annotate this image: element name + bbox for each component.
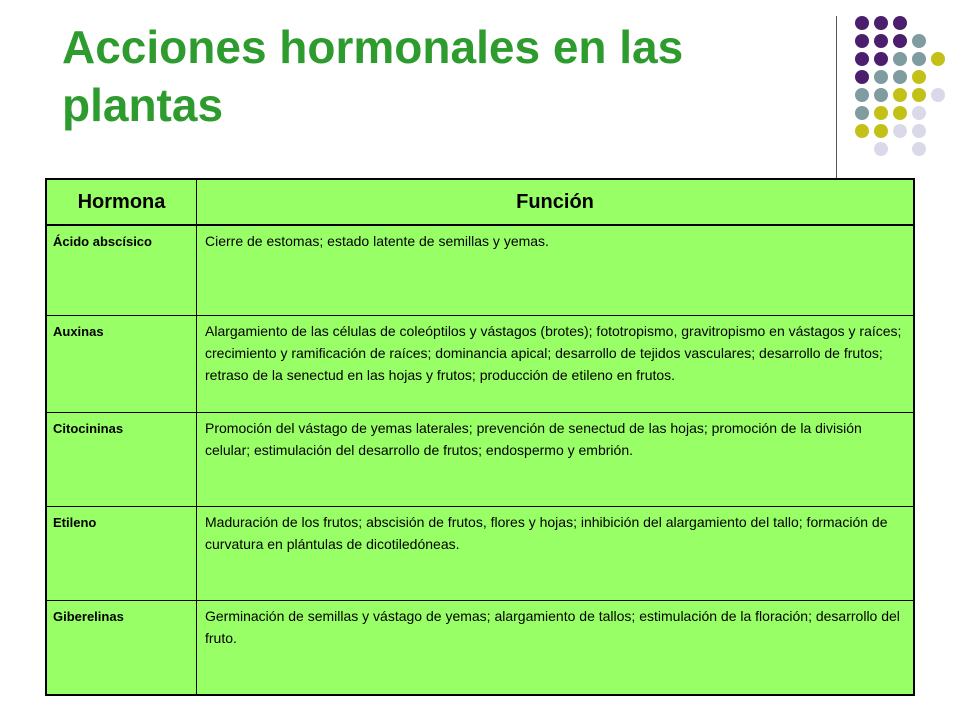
vertical-divider-line	[836, 16, 837, 178]
table-row	[46, 315, 914, 412]
decorative-dot	[893, 106, 907, 120]
decorative-dot	[912, 70, 926, 84]
decorative-dot	[855, 52, 869, 66]
hormone-actions-table	[45, 178, 915, 696]
decorative-dot	[912, 52, 926, 66]
decorative-dot	[931, 88, 945, 102]
decorative-dot	[855, 16, 869, 30]
decorative-dot	[893, 70, 907, 84]
decorative-dot	[893, 34, 907, 48]
decorative-dot	[912, 124, 926, 138]
decorative-dot	[874, 70, 888, 84]
table-row	[46, 600, 914, 695]
column-header-function: Función	[197, 179, 915, 225]
decorative-dot	[874, 16, 888, 30]
slide-title: Acciones hormonales en las plantas	[62, 21, 684, 131]
hormone-name-cell: Giberelinas	[46, 600, 197, 695]
decorative-dot	[874, 34, 888, 48]
decorative-dot	[874, 52, 888, 66]
hormone-function-cell: Germinación de semillas y vástago de yemas; alargamiento de tallos; estimulación de la floración; desarrollo del fruto.	[197, 600, 915, 695]
decorative-dot	[893, 88, 907, 102]
table-row	[46, 225, 914, 315]
decorative-dot	[893, 52, 907, 66]
decorative-dot	[874, 106, 888, 120]
table-header-row	[46, 179, 914, 225]
table-row	[46, 412, 914, 506]
hormone-function-cell: Cierre de estomas; estado latente de semillas y yemas.	[197, 225, 915, 315]
decorative-dot	[874, 142, 888, 156]
decorative-dot	[874, 88, 888, 102]
table-row	[46, 506, 914, 600]
decorative-dot	[893, 16, 907, 30]
decorative-dot	[931, 52, 945, 66]
column-header-hormone: Hormona	[46, 179, 197, 225]
hormone-function-cell: Maduración de los frutos; abscisión de frutos, flores y hojas; inhibición del alargamiento del tallo; formación de curvatura en plántulas de dicotiledóneas.	[197, 506, 915, 600]
hormone-function-cell: Alargamiento de las células de coleóptilos y vástagos (brotes); fototropismo, gravitropismo en vástagos y raíces; crecimiento y ramificación de raíces; dominancia apical; desarrollo de tejidos vasculares; desarrollo de frutos; retraso de la senectud en las hojas y frutos; producción de etileno en frutos.	[197, 315, 915, 412]
decorative-dot	[912, 142, 926, 156]
hormone-name-cell: Auxinas	[46, 315, 197, 412]
decorative-dot	[912, 34, 926, 48]
hormone-function-cell: Promoción del vástago de yemas laterales; prevención de senectud de las hojas; promoción de la división celular; estimulación del desarrollo de frutos; endospermo y embrión.	[197, 412, 915, 506]
decorative-dot	[912, 106, 926, 120]
decorative-dot	[855, 88, 869, 102]
decorative-dot	[855, 70, 869, 84]
hormone-name-cell: Ácido abscísico	[46, 225, 197, 315]
decorative-dot	[855, 106, 869, 120]
hormone-name-cell: Etileno	[46, 506, 197, 600]
decorative-dot	[874, 124, 888, 138]
hormone-name-cell: Citocininas	[46, 412, 197, 506]
decorative-dot	[855, 124, 869, 138]
decorative-dot	[912, 88, 926, 102]
decorative-dot	[855, 34, 869, 48]
decorative-dot	[893, 124, 907, 138]
